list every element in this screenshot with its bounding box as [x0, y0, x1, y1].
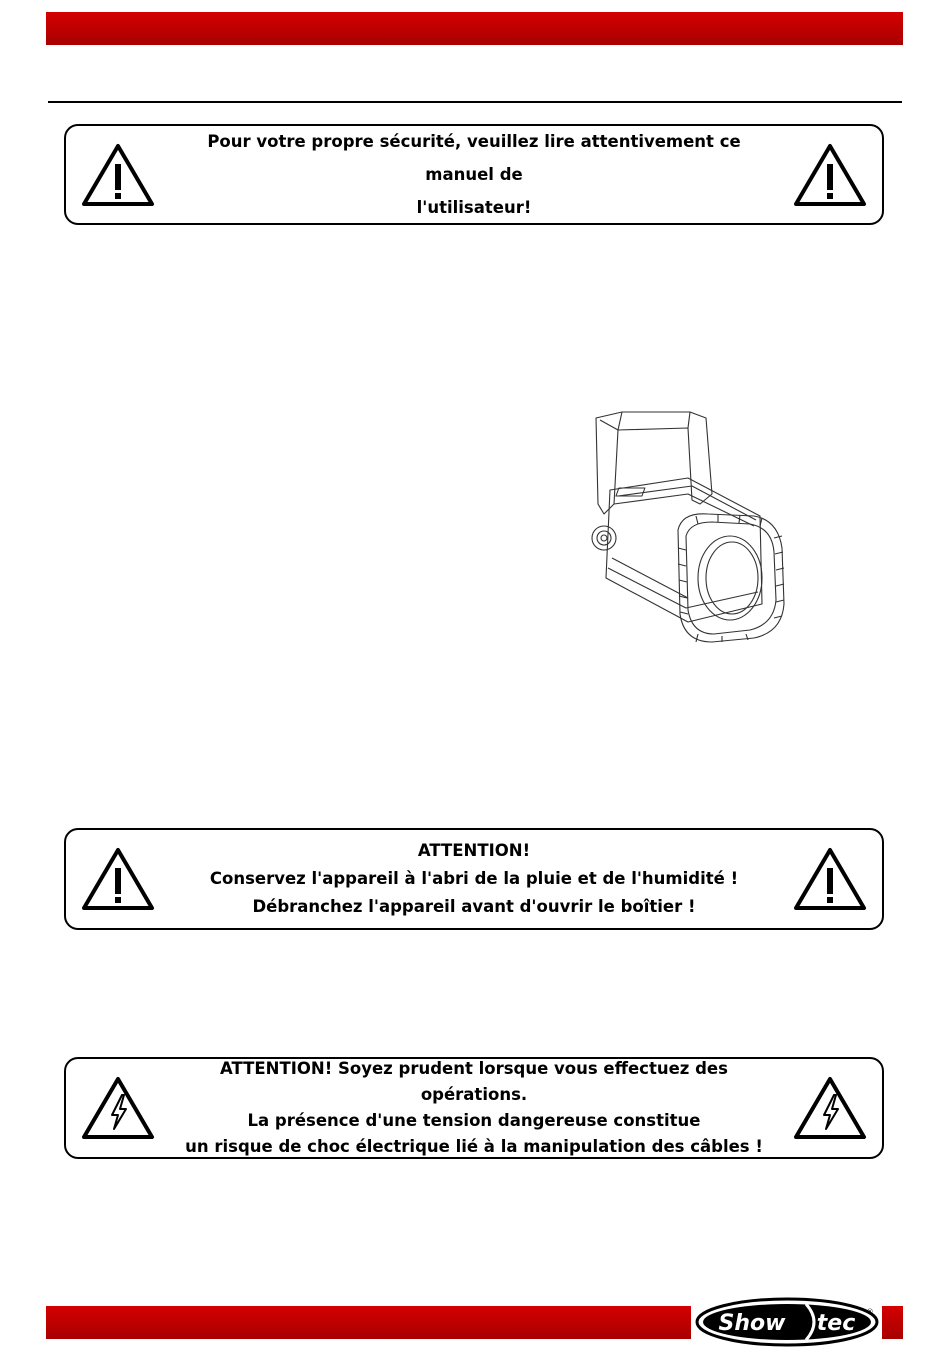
- header-rule: [48, 101, 902, 103]
- warning-line: Conservez l'appareil à l'abri de la pluie et de l'humidité !: [209, 869, 739, 888]
- electrical-warning-box: [64, 1057, 884, 1159]
- warning-line: La présence d'une tension dangereuse constitue: [247, 1111, 701, 1130]
- footer-red-bar-end: [882, 1306, 903, 1339]
- warning-line: Débranchez l'appareil avant d'ouvrir le boîtier !: [252, 897, 696, 916]
- moisture-warning-text: [176, 830, 772, 928]
- header-red-bar: [46, 12, 903, 45]
- electrical-warning-text: [176, 1059, 772, 1157]
- svg-text:®: ®: [866, 1308, 874, 1316]
- safety-notice-box: [64, 124, 884, 225]
- lightning-triangle-icon: [792, 1075, 868, 1141]
- warning-line: ATTENTION!: [417, 841, 531, 860]
- notice-line: l'utilisateur!: [416, 198, 532, 217]
- lightning-triangle-icon: [80, 1075, 156, 1141]
- warning-line: ATTENTION! Soyez prudent lorsque vous effectuez des opérations.: [220, 1059, 728, 1104]
- exclamation-triangle-icon: [80, 142, 156, 208]
- exclamation-triangle-icon: [80, 846, 156, 912]
- exclamation-triangle-icon: [792, 846, 868, 912]
- notice-line: Pour votre propre sécurité, veuillez lire attentivement ce manuel de: [207, 132, 741, 184]
- showtec-logo: [694, 1296, 880, 1348]
- footer-red-bar: [46, 1306, 691, 1339]
- moisture-warning-box: [64, 828, 884, 930]
- product-illustration: [578, 408, 792, 652]
- svg-text:Show: Show: [718, 1311, 786, 1336]
- svg-text:tec: tec: [816, 1311, 856, 1336]
- warning-line: un risque de choc électrique lié à la manipulation des câbles !: [185, 1137, 763, 1156]
- exclamation-triangle-icon: [792, 142, 868, 208]
- safety-notice-text: [176, 126, 772, 223]
